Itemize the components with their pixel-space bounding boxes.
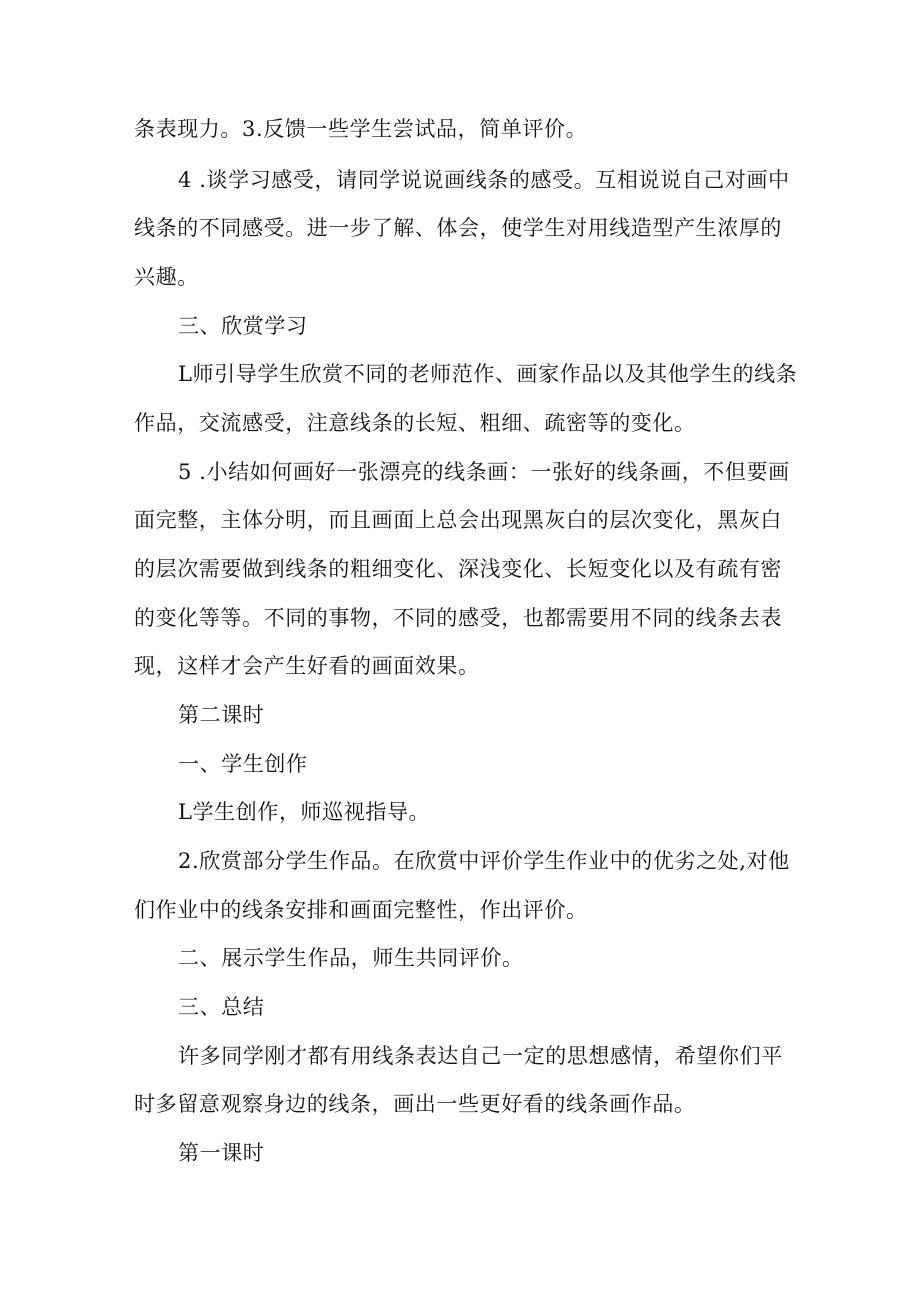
paragraph-line: L师引导学生欣赏不同的老师范作、画家作品以及其他学生的线条	[178, 362, 798, 386]
paragraph-line: 们作业中的线条安排和画面完整性，作出评价。	[134, 898, 588, 922]
section-heading: 三、欣赏学习	[178, 314, 308, 338]
paragraph-line: 线条的不同感受。进一步了解、体会，使学生对用线造型产生浓厚的	[134, 216, 782, 240]
paragraph-line: 许多同学刚才都有用线条表达自己一定的思想感情，希望你们平	[178, 1044, 783, 1068]
paragraph-line: 的变化等等。不同的事物，不同的感受，也都需要用不同的线条去表	[134, 606, 782, 630]
paragraph-line: 5 .小结如何画好一张漂亮的线条画：一张好的线条画，不但要画	[178, 460, 790, 484]
section-heading: 三、总结	[178, 995, 265, 1019]
section-heading: 一、学生创作	[178, 752, 308, 776]
paragraph-line: 兴趣。	[134, 265, 199, 289]
section-heading: 二、展示学生作品，师生共同评价。	[178, 946, 524, 970]
paragraph-line: 4 .谈学习感受，请同学说说画线条的感受。互相说说自己对画中	[178, 168, 790, 192]
paragraph-line: 条表现力。3.反馈一些学生尝试品，简单评价。	[134, 117, 588, 141]
paragraph-line: 2.欣赏部分学生作品。在欣赏中评价学生作业中的优劣之处,对他	[178, 849, 790, 873]
paragraph-line: 时多留意观察身边的线条，画出一些更好看的线条画作品。	[134, 1092, 696, 1116]
section-heading: 第二课时	[178, 703, 265, 727]
paragraph-line: 的层次需要做到线条的粗细变化、深浅变化、长短变化以及有疏有密	[134, 557, 782, 581]
section-heading: 第一课时	[178, 1141, 265, 1165]
paragraph-line: L学生创作，师巡视指导。	[178, 800, 431, 824]
paragraph-line: 作品，交流感受，注意线条的长短、粗细、疏密等的变化。	[134, 411, 696, 435]
paragraph-line: 现，这样才会产生好看的画面效果。	[134, 654, 480, 678]
paragraph-line: 面完整，主体分明，而且画面上总会出现黑灰白的层次变化，黑灰白	[134, 508, 782, 532]
